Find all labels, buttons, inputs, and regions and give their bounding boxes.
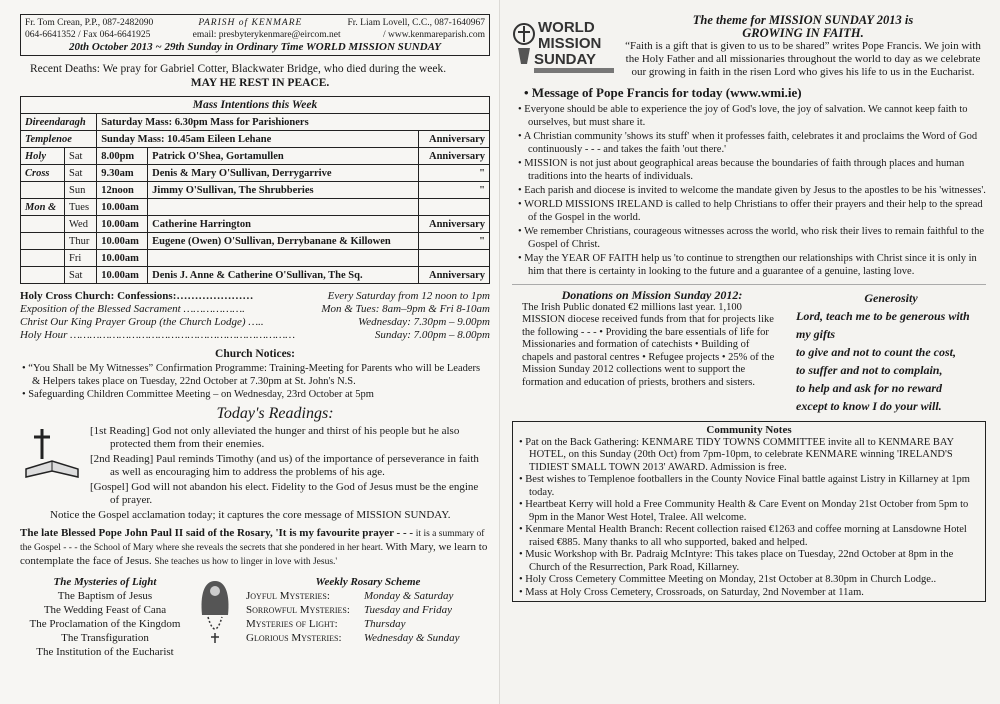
list-item: • Each parish and diocese is invited to welcome the mandate given by Jesus to the apostles to be his 'witnesses'.	[518, 185, 986, 196]
notices-title: Church Notices:	[215, 348, 295, 360]
donations-section: Donations on Mission Sunday 2012: The Irish Public donated €2 millions last year. 1,100 MISSION diocese received funds from that for projects like the following - - - • Providing the bare essentials of life for Missionaries and formation of catechists • Building of chapels and pastoral centres • Refugee projects • 25% of the Mission Sunday 2012 collections went to support the formation and education of priests, brothers and sisters.	[522, 288, 775, 388]
community-notes: Community Notes • Pat on the Back Gathering: KENMARE TIDY TOWNS COMMITTEE invite all to KENMARE BAY HOTEL, on this Sunday (20th Oct) from 7pm-10pm, to celebrate KENMARE winning 'IRELAND'S TIDIEST SMALL TOWN 2013' AWARD. Admission is free. • Best wishes to Templenoe footballers in the County Novice Final battle against Listry in Killarney at 1pm today. • Heartbeat Kerry will hold a Free Community Health & Care Event on Monday 21st October from 5pm to 9pm in the Manor West Hotel, Tralee. All welcome. • Kenmare Mental Health Branch: Recent collection raised €1263 and coffee morning at Lansdowne Hotel raised €885. Many thanks to all who supported, baked and helped. • Music Workshop with Br. Padraig McIntyre: This takes place on Tuesday, 22nd October at 8pm in the Church of the Resurrection, Park Road, Killarney. • Holy Cross Cemetery Committee Meeting on Monday, 21st October at 8.30pm in Church Lodge.. • Mass at Holy Cross Cemetery, Crossroads, on Saturday, 2nd November at 11am.	[512, 421, 986, 602]
theme-text: The theme for MISSION SUNDAY 2013 is GROWING IN FAITH. “Faith is a gift that is given to us to be shared” writes Pope Francis. We join with the Holy Father and all missionaries throughout the world to day as we celebrate our growing in faith in the risen Lord who gives his life to us in the Eucharist.	[625, 13, 981, 78]
table-row: Thur 10.00am Eugene (Owen) O'Sullivan, Derrybanane & Killowen "	[21, 233, 490, 250]
website: / www.kenmareparish.com	[382, 30, 485, 40]
table-row: Cross Sat 9.30am Denis & Mary O'Sullivan, Derrygarrive "	[21, 165, 490, 182]
date-line: 20th October 2013 ~ 29th Sunday in Ordinary Time WORLD MISSION SUNDAY	[68, 41, 442, 53]
list-item: • A Christian community 'shows its stuff' when it professes faith, celebrates it and proclaims the Word of God continuously - - - and takes the faith 'out there.'	[518, 131, 978, 155]
list-item: • Everyone should be able to experience the joy of God's love, the joy of salvation. We cannot keep faith to ourselves, but must share it.	[518, 104, 968, 128]
bible-cross-icon	[20, 425, 90, 509]
notice-safeguarding: • Safeguarding Children Committee Meeting – on Wednesday, 23rd October at 5pm	[22, 389, 374, 400]
reading-second: [2nd Reading] Paul reminds Timothy (and us) of the importance of perseverance in faith as well as encouraging him to address the problems of his age.	[90, 453, 479, 478]
readings-section	[20, 425, 490, 509]
parish-header	[20, 14, 490, 56]
reading-gospel: [Gospel] God will not abandon his elect. Fidelity to the God of Jesus must be the engine of prayer.	[90, 481, 479, 506]
table-row: Sat 10.00am Denis J. Anne & Catherine O'Sullivan, The Sq. Anniversary	[21, 267, 490, 284]
list-item: • Kenmare Mental Health Branch: Recent collection raised €1263 and coffee morning at Lansdowne Hotel raised €885. Many thanks to all who supported, baked and helped.	[519, 524, 967, 548]
table-row: Wed 10.00am Catherine Harrington Anniversary	[21, 216, 490, 233]
deaths-text: Recent Deaths: We pray for Gabriel Cotter, Blackwater Bridge, who died during the week.	[30, 63, 447, 75]
list-item: • Pat on the Back Gathering: KENMARE TIDY TOWNS COMMITTEE invite all to KENMARE BAY HOTEL, on this Sunday (20th Oct) from 7pm-10pm, to celebrate KENMARE winning 'IRELAND'S TIDIEST SMALL TOWN 2013' AWARD. Admission is free.	[519, 436, 954, 473]
jp2-quote: The late Blessed Pope John Paul II said of the Rosary, 'It is my favourite prayer - - - it is a summary of the Gospel - - - the School of Mary where she reveals the secrets that she pondered in her heart. With Mary, we learn to contemplate the face of Jesus. She teaches us how to linger in love with Jesus.'	[20, 527, 488, 567]
list-item: • MISSION is not just about geographical areas because the boundaries of faith through places and human traditions into the hearts of individuals.	[518, 158, 965, 182]
church-schedule: Holy Cross Church: Confessions:………………… Every Saturday from 12 noon to 1pm Exposition of the Blessed Sacrament ………………. Mon & Tues: 8am–9pm & Fri 8-10am Christ Our King Prayer Group (the Church Lodge) ….. Wednesday: 7.30pm – 9.00pm Holy Hour …………………………………………………………… Sunday: 7.00pm – 8.00pm	[20, 290, 490, 341]
donations-and-generosity	[512, 284, 986, 415]
svg-text:MISSION: MISSION	[538, 35, 602, 52]
list-item: • Best wishes to Templenoe footballers in the County Novice Final battle against Listry in Killarney at 1pm today.	[519, 474, 970, 498]
mass-intentions-table	[20, 96, 490, 284]
table-row: Fri 10.00am	[21, 250, 490, 267]
mission-theme	[512, 14, 986, 81]
list-item: • Music Workshop with Br. Padraig McIntyre: This takes place on Tuesday, 22nd October at 8pm in the Church of the Resurrection, Park Road, Killarney.	[519, 549, 954, 573]
madonna-rosary-icon	[190, 575, 246, 659]
generosity-prayer: Generosity Lord, teach me to be generous with my gifts to give and not to count the cost, to suffer and not to complain, to help and ask for no reward except to know I do your will.	[796, 291, 970, 413]
world-mission-sunday-logo	[512, 14, 620, 81]
right-page	[500, 0, 1000, 704]
pope-message-title: • Message of Pope Francis for today (www.wmi.ie)	[524, 85, 802, 100]
table-row: Templenoe Sunday Mass: 10.45am Eileen Lehane Anniversary	[21, 131, 490, 148]
list-item: • Holy Cross Cemetery Committee Meeting on Monday, 21st October at 8.30pm in Church Lodge..	[519, 574, 937, 585]
rosary-section	[20, 575, 490, 659]
parish-priest: Fr. Tom Crean, P.P., 087-2482090	[25, 18, 154, 28]
list-item: • Mass at Holy Cross Cemetery, Crossroads, on Saturday, 2nd November at 11am.	[519, 586, 864, 598]
deaths-rip: MAY HE REST IN PEACE.	[190, 77, 330, 89]
list-item: • May the YEAR OF FAITH help us 'to continue to strengthen our relationships with Christ since it is only in him that there is certainty in looking to the future and a guarantee of a genuine, lasting love.	[518, 253, 977, 277]
mysteries-of-light: The Mysteries of Light The Baptism of Jesus The Wedding Feast of Cana The Proclamation of the Kingdom The Transfiguration The Institution of the Eucharist	[20, 575, 190, 659]
weekly-rosary-scheme: Weekly Rosary Scheme Joyful Mysteries: Monday & Saturday Sorrowful Mysteries: Tuesday and Friday Mysteries of Light: Thursday Glorious Mysteries: Wednesday & Sunday	[246, 576, 460, 644]
curate: Fr. Liam Lovell, C.C., 087-1640967	[347, 18, 485, 28]
email: email: presbyterykenmare@eircom.net	[192, 30, 341, 40]
recent-deaths	[30, 62, 490, 90]
list-item: The Proclamation of the Kingdom	[29, 618, 181, 630]
table-row: Holy Sat 8.00pm Patrick O'Shea, Gortamullen Anniversary	[21, 148, 490, 165]
list-item: • WORLD MISSIONS IRELAND is called to help Christians to offer their prayers and their help to the spread of the Gospel in the world.	[518, 199, 983, 223]
gospel-acclamation: Notice the Gospel acclamation today; it captures the core message of MISSION SUNDAY.	[50, 509, 451, 521]
parish-name: PARISH of KENMARE	[198, 18, 303, 28]
list-item: • We remember Christians, courageous witnesses across the world, who risk their lives to remain faithful to the Gospel of Christ.	[518, 226, 984, 250]
table-row: Sun 12noon Jimmy O'Sullivan, The Shrubberies "	[21, 182, 490, 199]
list-item: The Wedding Feast of Cana	[43, 604, 167, 616]
mass-table-title: Mass Intentions this Week	[21, 97, 490, 114]
phone: 064-6641352 / Fax 064-6641925	[25, 30, 151, 40]
list-item: The Institution of the Eucharist	[36, 646, 174, 658]
reading-first: [1st Reading] God not only alleviated the hunger and thirst of his people but he also protected them from their enemies.	[90, 425, 460, 450]
table-row: Direendaragh Saturday Mass: 6.30pm Mass for Parishioners	[21, 114, 490, 131]
list-item: • Heartbeat Kerry will hold a Free Community Health & Care Event on Monday 21st October from 5pm to 9pm in the Manor West Hotel, Tralee. All welcome.	[519, 499, 969, 523]
notice-confirmation: • “You Shall be My Witnesses” Confirmation Programme: Training-Meeting for Parents who will be Leaders & Helpers takes place on Tuesday, 22nd October at 7.30pm at St. John's N.S.	[22, 363, 481, 387]
list-item: The Baptism of Jesus	[57, 590, 153, 602]
svg-text:WORLD: WORLD	[538, 19, 595, 36]
list-item: The Transfiguration	[61, 632, 149, 644]
table-row: Mon & Tues 10.00am	[21, 199, 490, 216]
readings-title: Today's Readings:	[216, 405, 334, 422]
svg-text:SUNDAY: SUNDAY	[534, 51, 596, 68]
